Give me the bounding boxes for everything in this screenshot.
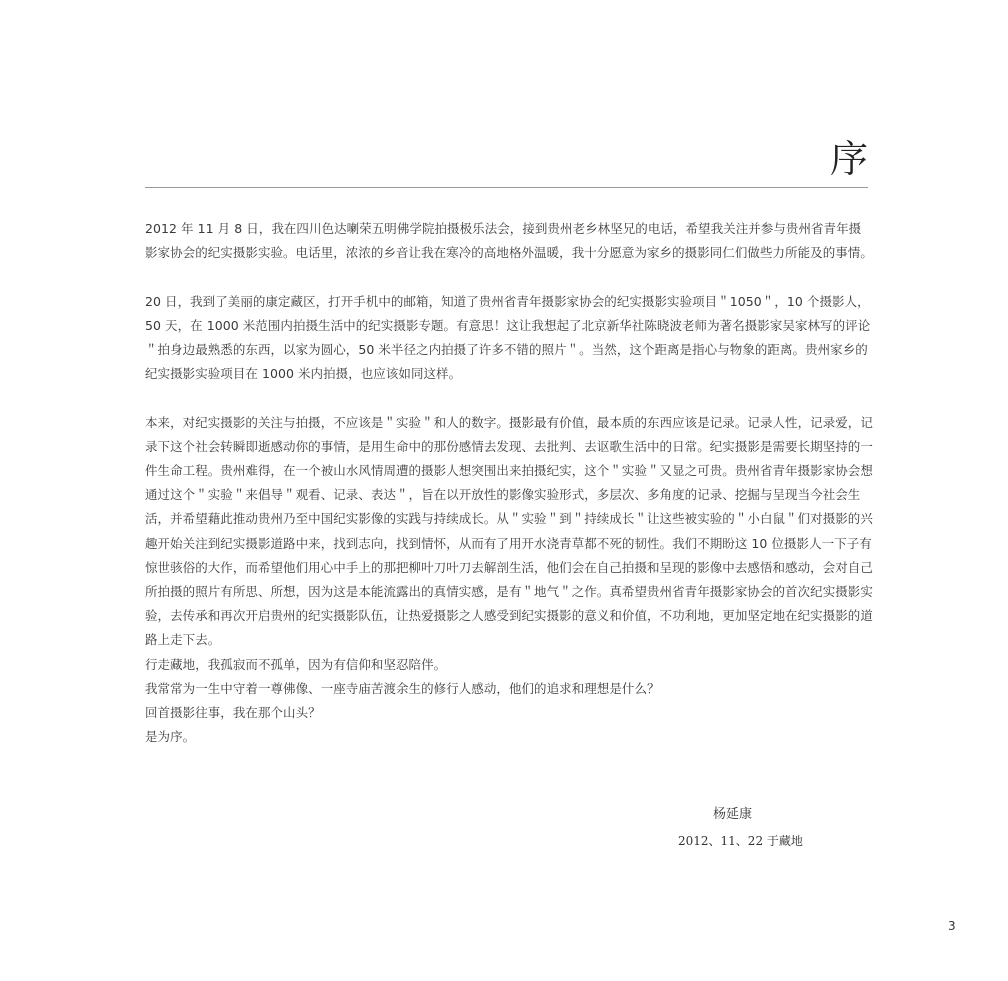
paragraph: 是为序。 [145, 729, 196, 745]
title-divider [145, 187, 868, 188]
paragraph: 20 日，我到了美丽的康定藏区，打开手机中的邮箱，知道了贵州省青年摄影家协会的纪实摄影实验项目＂1050＂，10 个摄影人，50 天，在 1000 米范围内拍摄生活中的纪实摄影专题。有意思！这让我想起了北京新华社陈晓波老师为著名摄影家吴家林写的评论＂拍身边最熟悉的东西，以家为圆心，50 米半径之内拍摄了许多不错的照片＂。当然，这个距离是指心与物象的距离。贵州家乡的纪实摄影实验项目在 1000 米内拍摄，也应该如同这样。 [145, 293, 871, 382]
paragraph: 我常常为一生中守着一尊佛像、一座寺庙苦渡余生的修行人感动，他们的追求和理想是什么？ [145, 680, 660, 696]
paragraph: 本来，对纪实摄影的关注与拍摄，不应该是＂实验＂和人的数字。摄影最有价值，最本质的东西应该是记录。记录人性，记录爱，记录下这个社会转瞬即逝感动你的事情，是用生命中的那份感情去发现、去批判、去讴歌生活中的日常。纪实摄影是需要长期坚持的一件生命工程。贵州难得，在一个被山水风情周遭的摄影人想突围出来拍摄纪实，这个＂实验＂又显之可贵。贵州省青年摄影家协会想通过这个＂实验＂来倡导＂观看、记录、表达＂，旨在以开放性的影像实验形式，多层次、多角度的记录、挖掘与呈现当今社会生活，并希望藉此推动贵州乃至中国纪实影像的实践与持续成长。从＂实验＂到＂持续成长＂让这些被实验的＂小白鼠＂们对摄影的兴趣开始关注到纪实摄影道路中来，找到志向，找到情怀，从而有了用开水浇青草都不死的韧性。我们不期盼这 10 位摄影人一下子有惊世骇俗的大作，而希望他们用心中手上的那把柳叶刀叶刀去解剖生活，他们会在自己拍摄和呈现的影像中去感悟和感动，会对自己所拍摄的照片有所思、所想，因为这是本能流露出的真情实感，是有＂地气＂之作。真希望贵州省青年摄影家协会的首次纪实摄影实验，去传承和再次开启贵州的纪实摄影队伍，让热爱摄影之人感受到纪实摄影的意义和价值，不功利地，更加坚定地在纪实摄影的道路上走下去。 [145, 414, 873, 648]
paragraph: 回首摄影往事，我在那个山头？ [145, 705, 321, 721]
page-number: 3 [948, 919, 956, 933]
paragraph: 行走藏地，我孤寂而不孤单，因为有信仰和坚忍陪伴。 [145, 656, 447, 672]
author-signature: 杨延康 [713, 807, 753, 822]
preface-body [145, 217, 873, 749]
signature-date: 2012、11、22 于藏地 [678, 834, 803, 848]
paragraph: 2012 年 11 月 8 日，我在四川色达喇荣五明佛学院拍摄极乐法会，接到贵州老乡林坚兄的电话，希望我关注并参与贵州省青年摄影家协会的纪实摄影实验。电话里，浓浓的乡音让我在寒冷的高地格外温暖，我十分愿意为家乡的摄影同仁们做些力所能及的事情。 [145, 221, 873, 261]
page-title: 序 [829, 137, 868, 181]
